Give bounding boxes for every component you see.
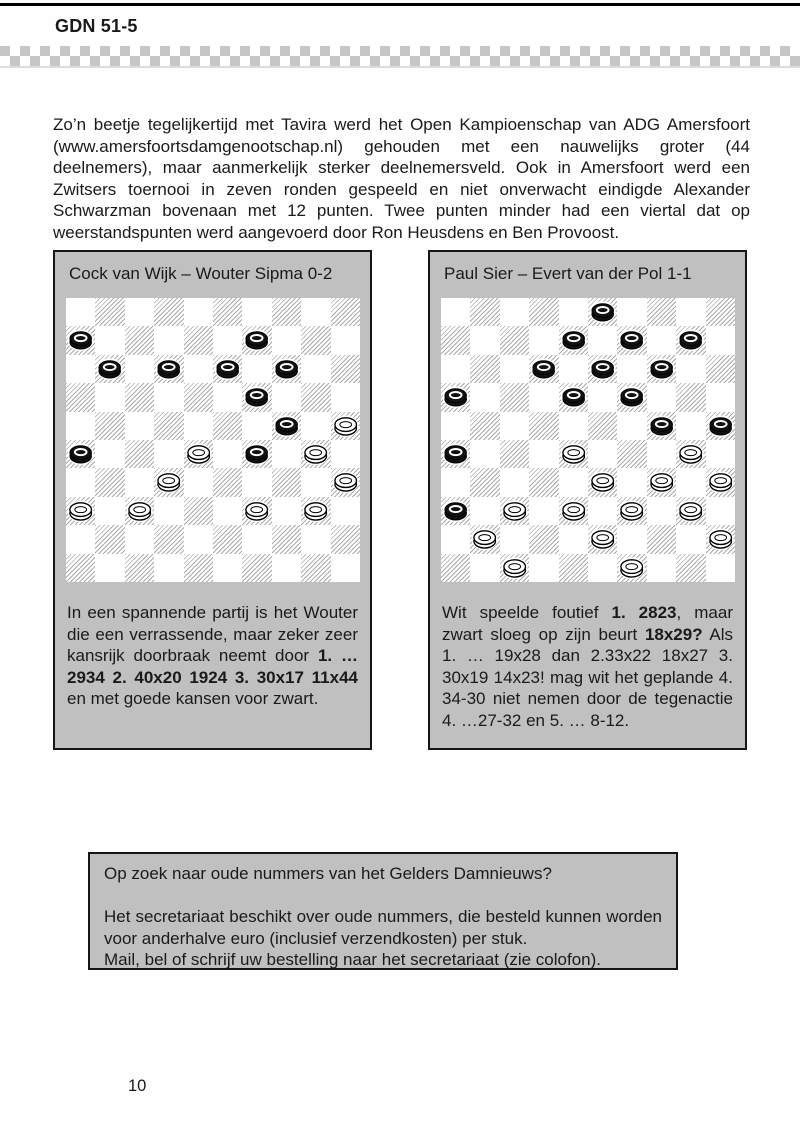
board-light-square (441, 355, 470, 383)
board-light-square (559, 525, 588, 553)
board-light-square (470, 440, 499, 468)
board-light-square (706, 326, 735, 354)
notice-box (88, 852, 678, 970)
board-dark-square (184, 554, 213, 582)
board-light-square (301, 525, 330, 553)
board-dark-square (184, 440, 213, 468)
white-piece-icon (617, 554, 646, 582)
black-piece-icon (213, 355, 242, 383)
board-light-square (272, 554, 301, 582)
board-light-square (617, 355, 646, 383)
board-dark-square (706, 412, 735, 440)
diagram-box-1 (53, 250, 372, 750)
board-dark-square (213, 525, 242, 553)
board-dark-square (529, 298, 558, 326)
board-dark-square (706, 355, 735, 383)
board-light-square (617, 412, 646, 440)
board-dark-square (470, 412, 499, 440)
board-dark-square (588, 525, 617, 553)
board-dark-square (588, 412, 617, 440)
white-piece-icon (676, 440, 705, 468)
black-piece-icon (242, 383, 271, 411)
board-light-square (125, 412, 154, 440)
board-dark-square (66, 440, 95, 468)
board-light-square (301, 412, 330, 440)
white-piece-icon (588, 525, 617, 553)
analysis-paragraph (67, 602, 358, 710)
board-dark-square (676, 440, 705, 468)
board-light-square (588, 497, 617, 525)
black-piece-icon (272, 355, 301, 383)
board-dark-square (242, 440, 271, 468)
intro-paragraph: Zo’n beetje tegelijkertijd met Tavira werd het Open Kampioenschap van ADG Amersfoort (www.amersfoortsdamgenootschap.nl) gehouden met een nauwelijks groter (44 deelnemers), maar aanmerkelijk sterker deelnemersveld. Ook in Amersfoort werd een Zwitsers toernooi in zeven ronden gespeeld en niet onverwacht eindigde Alexander Schwarzman bovenaan met 12 punten. Twee punten minder had een viertal dat op weerstandspunten werd aangevoerd door Ron Heusdens en Ben Provoost. (53, 115, 750, 242)
white-piece-icon (242, 497, 271, 525)
page-number: 10 (128, 1077, 147, 1095)
board-dark-square (617, 440, 646, 468)
board-light-square (154, 440, 183, 468)
board-light-square (272, 440, 301, 468)
notice-body-line: Mail, bel of schrijf uw bestelling naar het secretariaat (zie colofon). (104, 950, 602, 969)
black-piece-icon (617, 326, 646, 354)
board-dark-square (125, 554, 154, 582)
board-light-square (66, 298, 95, 326)
black-piece-icon (559, 326, 588, 354)
board-light-square (470, 383, 499, 411)
board-light-square (706, 440, 735, 468)
board-light-square (184, 468, 213, 496)
board-dark-square (213, 468, 242, 496)
board-dark-square (559, 440, 588, 468)
board-light-square (559, 355, 588, 383)
board-light-square (529, 383, 558, 411)
analysis-text: In een spannende partij is het Wouter die een verrassende, maar zeker zeer kansrijk doorbraak neemt door (67, 603, 358, 665)
board-dark-square (301, 497, 330, 525)
white-piece-icon (184, 440, 213, 468)
board-light-square (331, 383, 360, 411)
board-dark-square (125, 326, 154, 354)
board-light-square (500, 525, 529, 553)
board-light-square (706, 497, 735, 525)
board-dark-square (184, 326, 213, 354)
white-piece-icon (331, 412, 360, 440)
board-light-square (213, 554, 242, 582)
white-piece-icon (66, 497, 95, 525)
board-dark-square (154, 412, 183, 440)
board-light-square (331, 497, 360, 525)
diagram-box-2 (428, 250, 747, 750)
page-title: GDN 51-5 (55, 16, 138, 36)
board-light-square (242, 468, 271, 496)
black-piece-icon (676, 326, 705, 354)
board-light-square (213, 383, 242, 411)
board-dark-square (184, 383, 213, 411)
board-light-square (470, 497, 499, 525)
board-light-square (66, 412, 95, 440)
board-dark-square (588, 355, 617, 383)
white-piece-icon (617, 497, 646, 525)
board-dark-square (647, 355, 676, 383)
black-piece-icon (272, 412, 301, 440)
white-piece-icon (301, 497, 330, 525)
board-light-square (272, 326, 301, 354)
board-dark-square (500, 326, 529, 354)
notice-title: Op zoek naar oude nummers van het Gelders Damnieuws? (104, 864, 552, 883)
board-light-square (676, 412, 705, 440)
board-light-square (154, 326, 183, 354)
board-dark-square (154, 525, 183, 553)
board-dark-square (647, 412, 676, 440)
notice-body-line: Het secretariaat beschikt over oude nummers, die besteld kunnen worden voor anderhalve euro (inclusief verzendkosten) per stuk. (104, 907, 662, 948)
board-dark-square (331, 468, 360, 496)
board-dark-square (272, 525, 301, 553)
board-light-square (706, 383, 735, 411)
white-piece-icon (588, 468, 617, 496)
board-dark-square (559, 383, 588, 411)
board-dark-square (529, 468, 558, 496)
board-light-square (154, 554, 183, 582)
analysis-text: en met goede kansen voor zwart. (67, 689, 319, 708)
board-light-square (441, 298, 470, 326)
board-dark-square (676, 497, 705, 525)
board-dark-square (184, 497, 213, 525)
white-piece-icon (500, 497, 529, 525)
board-light-square (272, 497, 301, 525)
white-piece-icon (125, 497, 154, 525)
board-light-square (676, 355, 705, 383)
board-dark-square (500, 440, 529, 468)
draughts-board (441, 298, 735, 582)
board-light-square (676, 525, 705, 553)
board-dark-square (529, 355, 558, 383)
board-light-square (66, 355, 95, 383)
board-light-square (154, 383, 183, 411)
board-dark-square (617, 497, 646, 525)
board-light-square (213, 497, 242, 525)
board-dark-square (95, 525, 124, 553)
board-dark-square (617, 554, 646, 582)
board-dark-square (95, 298, 124, 326)
board-dark-square (95, 412, 124, 440)
board-dark-square (154, 298, 183, 326)
board-dark-square (529, 412, 558, 440)
white-piece-icon (559, 497, 588, 525)
board-light-square (125, 468, 154, 496)
board-light-square (184, 412, 213, 440)
diagram-caption: Paul Sier – Evert van der Pol 1-1 (444, 264, 692, 283)
board-dark-square (125, 383, 154, 411)
board-light-square (125, 298, 154, 326)
black-piece-icon (66, 440, 95, 468)
board-light-square (242, 298, 271, 326)
board-light-square (301, 355, 330, 383)
black-piece-icon (559, 383, 588, 411)
board-light-square (213, 440, 242, 468)
board-light-square (213, 326, 242, 354)
board-dark-square (331, 298, 360, 326)
board-dark-square (213, 412, 242, 440)
board-dark-square (470, 355, 499, 383)
white-piece-icon (706, 468, 735, 496)
board-dark-square (125, 497, 154, 525)
board-dark-square (242, 554, 271, 582)
board-dark-square (331, 525, 360, 553)
board-dark-square (559, 497, 588, 525)
black-piece-icon (588, 355, 617, 383)
board-dark-square (272, 468, 301, 496)
board-light-square (647, 383, 676, 411)
board-light-square (529, 497, 558, 525)
board-light-square (441, 412, 470, 440)
board-dark-square (647, 525, 676, 553)
board-light-square (647, 554, 676, 582)
board-dark-square (617, 326, 646, 354)
board-light-square (301, 298, 330, 326)
board-light-square (647, 497, 676, 525)
analysis-text: Als 1. … 19x28 dan 2.33x22 18x27 3. 30x19 14x23! mag wit het geplande 4. 34-30 niet nemen door de tegenactie 4. …27-32 en 5. … 8-12. (442, 624, 733, 730)
white-piece-icon (559, 440, 588, 468)
board-dark-square (441, 497, 470, 525)
black-piece-icon (588, 298, 617, 326)
board-dark-square (470, 468, 499, 496)
board-dark-square (441, 383, 470, 411)
board-light-square (647, 326, 676, 354)
board-light-square (588, 554, 617, 582)
board-light-square (441, 468, 470, 496)
board-dark-square (66, 383, 95, 411)
black-piece-icon (66, 326, 95, 354)
board-light-square (500, 468, 529, 496)
board-light-square (500, 412, 529, 440)
black-piece-icon (242, 440, 271, 468)
board-dark-square (617, 383, 646, 411)
checkerboard-band (0, 46, 800, 68)
analysis-paragraph (442, 602, 733, 731)
black-piece-icon (441, 497, 470, 525)
move-notation: 18x29? (644, 624, 703, 644)
board-dark-square (706, 525, 735, 553)
board-dark-square (529, 525, 558, 553)
board-light-square (331, 554, 360, 582)
board-dark-square (331, 355, 360, 383)
board-light-square (617, 468, 646, 496)
analysis-text: Wit speelde foutief (442, 603, 612, 622)
board-dark-square (676, 383, 705, 411)
board-light-square (95, 326, 124, 354)
white-piece-icon (647, 468, 676, 496)
board-light-square (66, 525, 95, 553)
board-light-square (95, 497, 124, 525)
board-dark-square (331, 412, 360, 440)
board-light-square (154, 497, 183, 525)
board-dark-square (647, 468, 676, 496)
board-light-square (242, 355, 271, 383)
board-light-square (331, 326, 360, 354)
board-light-square (272, 383, 301, 411)
board-dark-square (301, 440, 330, 468)
black-piece-icon (706, 412, 735, 440)
board-dark-square (154, 355, 183, 383)
board-dark-square (242, 326, 271, 354)
board-dark-square (301, 554, 330, 582)
black-piece-icon (95, 355, 124, 383)
board-dark-square (242, 383, 271, 411)
board-light-square (500, 355, 529, 383)
board-light-square (331, 440, 360, 468)
board-dark-square (500, 383, 529, 411)
board-light-square (301, 468, 330, 496)
board-dark-square (301, 326, 330, 354)
board-dark-square (470, 298, 499, 326)
board-dark-square (647, 298, 676, 326)
board-dark-square (441, 554, 470, 582)
board-light-square (184, 355, 213, 383)
board-dark-square (470, 525, 499, 553)
board-light-square (95, 440, 124, 468)
board-light-square (95, 383, 124, 411)
board-dark-square (301, 383, 330, 411)
board-light-square (500, 298, 529, 326)
header-rule (0, 3, 800, 6)
board-dark-square (588, 468, 617, 496)
board-light-square (617, 298, 646, 326)
white-piece-icon (676, 497, 705, 525)
board-dark-square (154, 468, 183, 496)
board-light-square (184, 525, 213, 553)
board-dark-square (66, 497, 95, 525)
board-light-square (588, 383, 617, 411)
board-dark-square (95, 468, 124, 496)
board-light-square (559, 468, 588, 496)
board-light-square (470, 554, 499, 582)
board-light-square (529, 326, 558, 354)
board-dark-square (559, 554, 588, 582)
board-light-square (529, 554, 558, 582)
board-light-square (125, 355, 154, 383)
board-dark-square (441, 440, 470, 468)
white-piece-icon (154, 468, 183, 496)
board-light-square (617, 525, 646, 553)
board-light-square (559, 412, 588, 440)
board-dark-square (559, 326, 588, 354)
black-piece-icon (617, 383, 646, 411)
white-piece-icon (470, 525, 499, 553)
board-dark-square (272, 298, 301, 326)
board-light-square (242, 412, 271, 440)
board-dark-square (213, 355, 242, 383)
black-piece-icon (441, 440, 470, 468)
board-dark-square (706, 298, 735, 326)
board-dark-square (272, 355, 301, 383)
board-light-square (125, 525, 154, 553)
board-dark-square (676, 554, 705, 582)
black-piece-icon (529, 355, 558, 383)
board-dark-square (66, 326, 95, 354)
draughts-board (66, 298, 360, 582)
black-piece-icon (647, 355, 676, 383)
diagram-caption: Cock van Wijk – Wouter Sipma 0-2 (69, 264, 333, 283)
board-light-square (588, 326, 617, 354)
board-dark-square (95, 355, 124, 383)
board-dark-square (706, 468, 735, 496)
board-light-square (529, 440, 558, 468)
board-dark-square (441, 326, 470, 354)
board-light-square (441, 525, 470, 553)
board-light-square (588, 440, 617, 468)
board-dark-square (676, 326, 705, 354)
board-light-square (95, 554, 124, 582)
white-piece-icon (706, 525, 735, 553)
board-light-square (242, 525, 271, 553)
move-notation: 1. … 2934 2. 40x20 1924 3. 30x17 11x44 (67, 646, 359, 687)
board-light-square (184, 298, 213, 326)
board-dark-square (272, 412, 301, 440)
board-light-square (706, 554, 735, 582)
board-light-square (66, 468, 95, 496)
black-piece-icon (154, 355, 183, 383)
black-piece-icon (441, 383, 470, 411)
board-dark-square (242, 497, 271, 525)
white-piece-icon (500, 554, 529, 582)
board-light-square (676, 468, 705, 496)
board-dark-square (588, 298, 617, 326)
move-notation: 1. 2823 (611, 603, 677, 622)
board-dark-square (500, 554, 529, 582)
board-dark-square (213, 298, 242, 326)
white-piece-icon (331, 468, 360, 496)
board-dark-square (125, 440, 154, 468)
analysis-text: , maar zwart sloeg op zijn beurt (442, 603, 733, 644)
board-light-square (647, 440, 676, 468)
black-piece-icon (647, 412, 676, 440)
board-light-square (470, 326, 499, 354)
board-light-square (559, 298, 588, 326)
board-light-square (676, 298, 705, 326)
black-piece-icon (242, 326, 271, 354)
white-piece-icon (301, 440, 330, 468)
board-dark-square (500, 497, 529, 525)
board-dark-square (66, 554, 95, 582)
